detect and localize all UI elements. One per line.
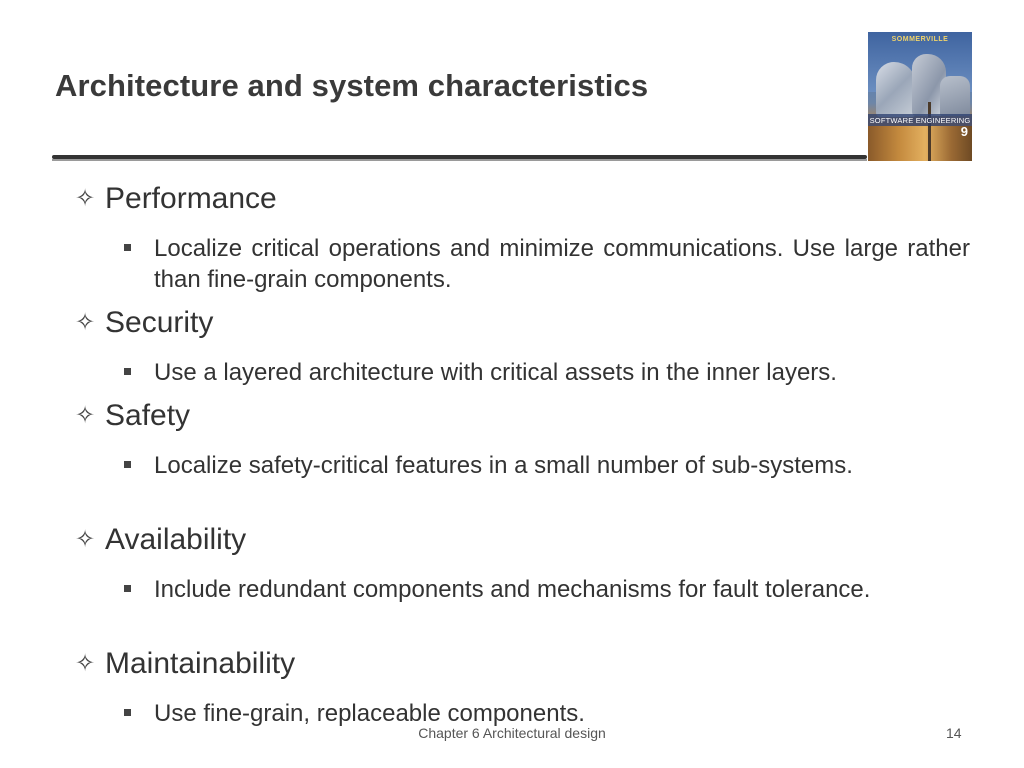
cover-building — [876, 62, 916, 117]
footer-chapter: Chapter 6 Architectural design — [418, 725, 606, 741]
cover-ground — [868, 126, 972, 161]
bullet-heading-label: Maintainability — [105, 647, 296, 680]
title-underline-shadow — [52, 159, 867, 161]
four-point-star-icon: ✧ — [75, 526, 96, 553]
sub-bullet-text: Localize safety-critical features in a small number of sub-systems. — [154, 452, 853, 479]
square-bullet-icon — [124, 244, 131, 251]
cover-edition: 9 — [960, 124, 968, 139]
bullet-heading — [75, 647, 295, 681]
sub-bullet-text: Localize critical operations and minimize communications. Use large rather than fine-grain components. — [154, 235, 970, 293]
sub-bullet — [124, 450, 970, 481]
sub-bullet-text: Include redundant components and mechanisms for fault tolerance. — [154, 576, 871, 603]
cover-title: SOFTWARE ENGINEERING — [869, 116, 971, 125]
sub-bullet-text: Use fine-grain, replaceable components. — [154, 700, 585, 727]
bullet-heading-label: Performance — [105, 182, 277, 215]
book-cover-image — [868, 32, 972, 161]
bullet-heading — [75, 306, 213, 340]
square-bullet-icon — [124, 461, 131, 468]
cover-building — [940, 76, 970, 116]
square-bullet-icon — [124, 368, 131, 375]
four-point-star-icon: ✧ — [75, 650, 96, 677]
sub-bullet — [124, 233, 970, 295]
cover-author: SOMMERVILLE — [891, 36, 949, 43]
page-number: 14 — [946, 725, 962, 741]
four-point-star-icon: ✧ — [75, 309, 96, 336]
sub-bullet — [124, 357, 970, 388]
square-bullet-icon — [124, 709, 131, 716]
cover-pole — [928, 102, 931, 161]
bullet-heading — [75, 399, 190, 433]
slide-title: Architecture and system characteristics — [55, 68, 649, 103]
bullet-heading-label: Safety — [105, 399, 191, 432]
four-point-star-icon: ✧ — [75, 185, 96, 212]
four-point-star-icon: ✧ — [75, 402, 96, 429]
sub-bullet-text: Use a layered architecture with critical assets in the inner layers. — [154, 359, 837, 386]
square-bullet-icon — [124, 585, 131, 592]
bullet-heading — [75, 182, 277, 216]
bullet-heading — [75, 523, 246, 557]
bullet-heading-label: Availability — [105, 523, 247, 556]
sub-bullet — [124, 574, 970, 605]
bullet-heading-label: Security — [105, 306, 214, 339]
